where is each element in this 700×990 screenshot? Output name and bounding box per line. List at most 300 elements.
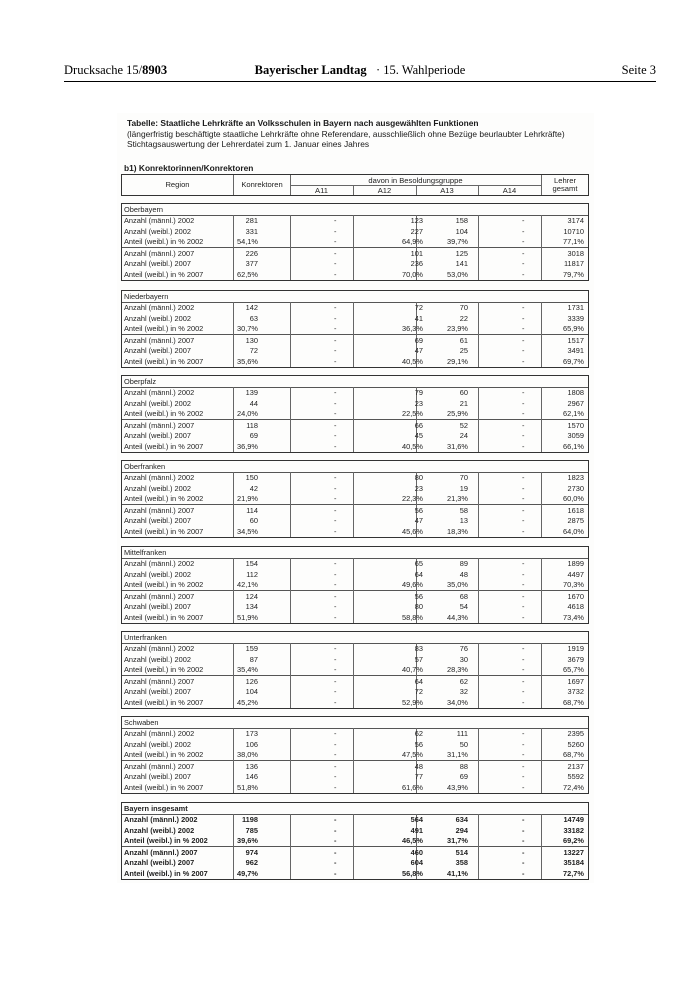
page-number: Seite 3 (621, 63, 656, 77)
cell-value: 30,7% (237, 324, 258, 334)
cell-value: 3059 (567, 431, 584, 441)
cell-value: - (334, 698, 337, 707)
cell-value: - (334, 516, 337, 526)
document-number-prefix: Drucksache 15/ (64, 63, 143, 77)
cell-value: - (334, 303, 337, 312)
region-title: Oberpfalz (124, 377, 157, 386)
cell-value: - (522, 226, 525, 236)
row-label: Anzahl (weibl.) 2007 (124, 772, 191, 782)
cell-value: 126 (245, 676, 258, 686)
table-subtitle: b1) Konrektorinnen/Konrektoren (124, 163, 254, 173)
cell-value: 34,0% (447, 698, 468, 707)
cell-value: - (522, 516, 525, 526)
cell-value: 25 (459, 346, 468, 356)
cell-value: 2967 (567, 398, 584, 408)
cell-value: 70 (459, 473, 468, 482)
table-row (122, 259, 588, 270)
cell-value: 514 (455, 847, 468, 857)
region-block (121, 546, 589, 624)
cell-value: 22,3% (402, 494, 423, 504)
cell-value: - (334, 335, 337, 345)
cell-value: 49,7% (237, 869, 258, 878)
cell-value: 1919 (567, 644, 584, 653)
row-label: Anzahl (männl.) 2007 (124, 335, 195, 345)
row-label: Anzahl (weibl.) 2002 (124, 739, 191, 749)
table-row (122, 399, 588, 410)
region-block (121, 716, 589, 794)
cell-value: - (334, 836, 337, 846)
cell-value: 53,0% (447, 270, 468, 279)
cell-value: - (334, 815, 337, 824)
cell-value: 24 (459, 431, 468, 441)
row-label: Anzahl (männl.) 2007 (124, 761, 195, 771)
cell-value: 83 (414, 644, 423, 653)
table-row (122, 783, 588, 794)
cell-value: - (334, 346, 337, 356)
row-label: Anzahl (männl.) 2002 (124, 559, 195, 568)
cell-value: 56 (414, 591, 423, 601)
cell-value: - (334, 237, 337, 247)
cell-value: - (334, 559, 337, 568)
table-caption (127, 118, 597, 150)
table-row (122, 409, 588, 420)
cell-value: 63 (249, 313, 258, 323)
table-row (122, 559, 588, 570)
cell-value: 136 (245, 761, 258, 771)
table-row (122, 592, 588, 603)
cell-value: - (334, 259, 337, 269)
table-row (122, 858, 588, 869)
cell-value: 62,5% (237, 270, 258, 279)
row-label: Anteil (weibl.) in % 2007 (124, 698, 204, 707)
cell-value: 47 (414, 516, 423, 526)
cell-value: - (522, 483, 525, 493)
cell-value: - (334, 665, 337, 675)
cell-value: - (522, 398, 525, 408)
cell-value: 72 (249, 346, 258, 356)
cell-value: 36,3% (402, 324, 423, 334)
region-title: Oberbayern (124, 205, 164, 214)
table-row (122, 431, 588, 442)
cell-value: 51,8% (237, 783, 258, 792)
cell-value: 5592 (567, 772, 584, 782)
table-note-1: (längerfristig beschäftigte staatliche Lehrkräfte ohne Referendare, ausschließlich ohne Bezüge beurlaubter Lehrkräfte) (127, 128, 565, 139)
cell-value: 281 (245, 216, 258, 225)
cell-value: 70,0% (402, 270, 423, 279)
cell-value: - (522, 580, 525, 590)
cell-value: - (334, 729, 337, 738)
cell-value: 34,5% (237, 527, 258, 536)
cell-value: 4618 (567, 602, 584, 612)
cell-value: 460 (410, 847, 423, 857)
cell-value: 130 (245, 335, 258, 345)
cell-value: 40,5% (402, 442, 423, 451)
cell-value: 123 (410, 216, 423, 225)
cell-value: 42,1% (237, 580, 258, 590)
table-row (122, 324, 588, 335)
cell-value: 28,3% (447, 665, 468, 675)
cell-value: 54,1% (237, 237, 258, 247)
cell-value: - (522, 847, 525, 857)
document-number (64, 63, 167, 78)
cell-value: 35,0% (447, 580, 468, 590)
table-row (122, 644, 588, 655)
cell-value: - (522, 676, 525, 686)
cell-value: 377 (245, 259, 258, 269)
cell-value: 52,9% (402, 698, 423, 707)
cell-value: - (334, 505, 337, 515)
cell-value: 24,0% (237, 409, 258, 419)
table-row (122, 442, 588, 453)
cell-value: 35184 (563, 858, 584, 868)
cell-value: 72,7% (563, 869, 584, 878)
cell-value: 64,9% (402, 237, 423, 247)
cell-value: 139 (245, 388, 258, 397)
cell-value: - (522, 527, 525, 536)
cell-value: 87 (249, 654, 258, 664)
legislative-period: · 15. Wahlperiode (375, 63, 466, 77)
cell-value: 30 (459, 654, 468, 664)
region-title: Schwaben (124, 718, 159, 727)
region-block (121, 290, 589, 368)
cell-value: 14749 (563, 815, 584, 824)
cell-value: - (522, 357, 525, 366)
cell-value: 56 (414, 739, 423, 749)
cell-value: - (522, 237, 525, 247)
cell-value: 68 (459, 591, 468, 601)
cell-value: 41,1% (447, 869, 468, 878)
row-label: Anzahl (weibl.) 2002 (124, 483, 191, 493)
cell-value: - (334, 644, 337, 653)
cell-value: - (334, 847, 337, 857)
col-region: Region (165, 180, 190, 189)
cell-value: 69 (414, 335, 423, 345)
cell-value: 146 (245, 772, 258, 782)
row-label: Anteil (weibl.) in % 2002 (124, 580, 204, 590)
row-label: Anteil (weibl.) in % 2002 (124, 665, 204, 675)
table-row (122, 314, 588, 325)
col-konrektoren: Konrektoren (241, 180, 283, 189)
cell-value: 1731 (567, 303, 584, 312)
cell-value: 5260 (567, 739, 584, 749)
cell-value: 173 (245, 729, 258, 738)
table-row (122, 740, 588, 751)
row-label: Anzahl (weibl.) 2007 (124, 346, 191, 356)
table-row (122, 516, 588, 527)
row-label: Anzahl (weibl.) 2007 (124, 858, 195, 868)
cell-value: 61 (459, 335, 468, 345)
cell-value: 65,7% (563, 665, 584, 675)
cell-value: 72 (414, 687, 423, 697)
col-a14: A14 (502, 186, 517, 195)
row-label: Anzahl (männl.) 2002 (124, 473, 195, 482)
cell-value: 60,0% (563, 494, 584, 504)
cell-value: - (522, 473, 525, 482)
table-row (122, 421, 588, 432)
cell-value: 64 (414, 676, 423, 686)
row-label: Anteil (weibl.) in % 2002 (124, 494, 204, 504)
row-label: Anzahl (männl.) 2007 (124, 420, 195, 430)
cell-value: - (522, 569, 525, 579)
cell-value: 1517 (567, 335, 584, 345)
cell-value: - (334, 442, 337, 451)
cell-value: - (334, 431, 337, 441)
cell-value: 2395 (567, 729, 584, 738)
cell-value: - (334, 569, 337, 579)
cell-value: 47 (414, 346, 423, 356)
row-label: Anzahl (weibl.) 2007 (124, 259, 191, 269)
table-row (122, 494, 588, 505)
row-label: Anzahl (weibl.) 2007 (124, 431, 191, 441)
cell-value: 58,8% (402, 613, 423, 622)
table-row (122, 388, 588, 399)
cell-value: 62 (459, 676, 468, 686)
cell-value: - (522, 216, 525, 225)
cell-value: - (522, 346, 525, 356)
cell-value: - (334, 270, 337, 279)
cell-value: 13 (459, 516, 468, 526)
cell-value: 154 (245, 559, 258, 568)
cell-value: 19 (459, 483, 468, 493)
cell-value: 60 (249, 516, 258, 526)
table-row (122, 602, 588, 613)
cell-value: 226 (245, 248, 258, 258)
cell-value: 57 (414, 654, 423, 664)
cell-value: 21,3% (447, 494, 468, 504)
cell-value: 36,9% (237, 442, 258, 451)
row-label: Anteil (weibl.) in % 2007 (124, 613, 204, 622)
cell-value: 3174 (567, 216, 584, 225)
cell-value: 69,2% (563, 836, 584, 846)
cell-value: 21 (459, 398, 468, 408)
cell-value: 23 (414, 398, 423, 408)
cell-value: 2875 (567, 516, 584, 526)
cell-value: 49,6% (402, 580, 423, 590)
cell-value: 35,6% (237, 357, 258, 366)
column-header (121, 174, 589, 196)
cell-value: - (522, 303, 525, 312)
cell-value: 62 (414, 729, 423, 738)
region-block (121, 375, 589, 453)
page-header (64, 63, 656, 79)
cell-value: 44 (249, 398, 258, 408)
row-label: Anzahl (weibl.) 2007 (124, 602, 191, 612)
cell-value: 125 (455, 248, 468, 258)
table-row (122, 750, 588, 761)
cell-value: - (522, 270, 525, 279)
cell-value: - (522, 858, 525, 868)
cell-value: 25,9% (447, 409, 468, 419)
row-label: Anzahl (männl.) 2002 (124, 729, 195, 738)
cell-value: 10710 (563, 226, 584, 236)
cell-value: 50 (459, 739, 468, 749)
cell-value: 1823 (567, 473, 584, 482)
cell-value: - (522, 248, 525, 258)
cell-value: 32 (459, 687, 468, 697)
row-label: Anzahl (männl.) 2007 (124, 505, 195, 515)
cell-value: 48 (459, 569, 468, 579)
cell-value: - (522, 602, 525, 612)
row-label: Anzahl (männl.) 2007 (124, 248, 195, 258)
cell-value: 101 (410, 248, 423, 258)
row-label: Anzahl (männl.) 2002 (124, 644, 195, 653)
cell-value: 40,7% (402, 665, 423, 675)
cell-value: 3491 (567, 346, 584, 356)
cell-value: - (522, 388, 525, 397)
cell-value: 2137 (567, 761, 584, 771)
cell-value: 104 (455, 226, 468, 236)
row-label: Anzahl (weibl.) 2002 (124, 569, 191, 579)
region-block (121, 802, 589, 880)
cell-value: 39,6% (237, 836, 258, 846)
cell-value: 29,1% (447, 357, 468, 366)
cell-value: 22,5% (402, 409, 423, 419)
cell-value: - (522, 494, 525, 504)
cell-value: 60 (459, 388, 468, 397)
cell-value: 77,1% (563, 237, 584, 247)
cell-value: 114 (246, 505, 258, 515)
cell-value: - (334, 869, 337, 878)
cell-value: 54 (459, 602, 468, 612)
table-row (122, 580, 588, 591)
cell-value: - (334, 602, 337, 612)
cell-value: - (522, 559, 525, 568)
cell-value: - (334, 654, 337, 664)
cell-value: 76 (459, 644, 468, 653)
cell-value: 111 (456, 729, 468, 738)
cell-value: - (334, 483, 337, 493)
cell-value: 70 (459, 303, 468, 312)
cell-value: 118 (246, 420, 258, 430)
row-label: Anzahl (weibl.) 2002 (124, 313, 191, 323)
row-label: Anzahl (männl.) 2002 (124, 216, 195, 225)
cell-value: 42 (249, 483, 258, 493)
cell-value: 1899 (567, 559, 584, 568)
cell-value: 68,7% (563, 698, 584, 707)
row-label: Anzahl (männl.) 2007 (124, 847, 198, 857)
cell-value: 35,4% (237, 665, 258, 675)
row-label: Anteil (weibl.) in % 2007 (124, 357, 204, 366)
cell-value: - (334, 687, 337, 697)
cell-value: 65 (414, 559, 423, 568)
region-title: Niederbayern (124, 292, 169, 301)
cell-value: 45 (414, 431, 423, 441)
row-label: Anzahl (weibl.) 2002 (124, 398, 191, 408)
cell-value: 56,8% (402, 869, 423, 878)
table-row (122, 677, 588, 688)
cell-value: 33182 (563, 825, 584, 835)
table-row (122, 815, 588, 826)
cell-value: 134 (245, 602, 258, 612)
cell-value: 21,9% (237, 494, 258, 504)
row-label: Anteil (weibl.) in % 2007 (124, 527, 204, 536)
col-besoldungsgruppe: davon in Besoldungsgruppe (368, 176, 463, 185)
cell-value: 159 (245, 644, 258, 653)
cell-value: - (334, 527, 337, 536)
cell-value: 56 (414, 505, 423, 515)
table-row (122, 506, 588, 517)
table-row (122, 336, 588, 347)
cell-value: 124 (245, 591, 258, 601)
cell-value: - (334, 676, 337, 686)
table-row (122, 762, 588, 773)
table-row (122, 836, 588, 847)
cell-value: 22 (459, 313, 468, 323)
table-row (122, 227, 588, 238)
cell-value: 39,7% (447, 237, 468, 247)
cell-value: - (334, 313, 337, 323)
row-label: Anteil (weibl.) in % 2007 (124, 783, 204, 792)
cell-value: - (522, 431, 525, 441)
cell-value: 150 (245, 473, 258, 482)
cell-value: - (334, 580, 337, 590)
cell-value: - (522, 761, 525, 771)
row-label: Anzahl (männl.) 2002 (124, 303, 195, 312)
cell-value: 31,7% (447, 836, 468, 846)
cell-value: - (522, 613, 525, 622)
cell-value: 41 (414, 313, 423, 323)
col-lehrer: Lehrer (554, 176, 576, 185)
row-label: Anteil (weibl.) in % 2007 (124, 869, 208, 878)
cell-value: 331 (245, 226, 258, 236)
cell-value: 65,9% (563, 324, 584, 334)
table-row (122, 613, 588, 624)
region-title: Oberfranken (124, 462, 166, 471)
cell-value: 77 (414, 772, 423, 782)
cell-value: - (522, 313, 525, 323)
cell-value: - (522, 836, 525, 846)
table-row (122, 270, 588, 281)
row-label: Anzahl (weibl.) 2007 (124, 687, 191, 697)
cell-value: - (334, 357, 337, 366)
table-row (122, 772, 588, 783)
cell-value: 564 (410, 815, 423, 824)
cell-value: - (522, 505, 525, 515)
cell-value: - (522, 644, 525, 653)
table-row (122, 655, 588, 666)
header-rule (64, 81, 656, 82)
cell-value: - (334, 750, 337, 760)
publisher-name: Bayerischer Landtag (254, 63, 367, 77)
cell-value: 68,7% (563, 750, 584, 760)
cell-value: 604 (410, 858, 423, 868)
cell-value: 785 (245, 825, 258, 835)
col-a11: A11 (315, 186, 328, 195)
cell-value: 23,9% (447, 324, 468, 334)
table-row (122, 216, 588, 227)
cell-value: 31,1% (447, 750, 468, 760)
cell-value: 40,5% (402, 357, 423, 366)
cell-value: 48 (414, 761, 423, 771)
cell-value: - (334, 783, 337, 792)
cell-value: 69 (459, 772, 468, 782)
cell-value: 104 (245, 687, 258, 697)
table-row (122, 687, 588, 698)
cell-value: - (334, 761, 337, 771)
cell-value: 66 (414, 420, 423, 430)
cell-value: - (522, 665, 525, 675)
cell-value: 2730 (567, 483, 584, 493)
cell-value: 66,1% (563, 442, 584, 451)
table-row (122, 570, 588, 581)
cell-value: - (334, 772, 337, 782)
table-row (122, 869, 588, 880)
row-label: Anzahl (männl.) 2002 (124, 815, 198, 824)
table-row (122, 848, 588, 859)
cell-value: 62,1% (563, 409, 584, 419)
cell-value: - (334, 409, 337, 419)
region-title: Bayern insgesamt (124, 804, 188, 813)
